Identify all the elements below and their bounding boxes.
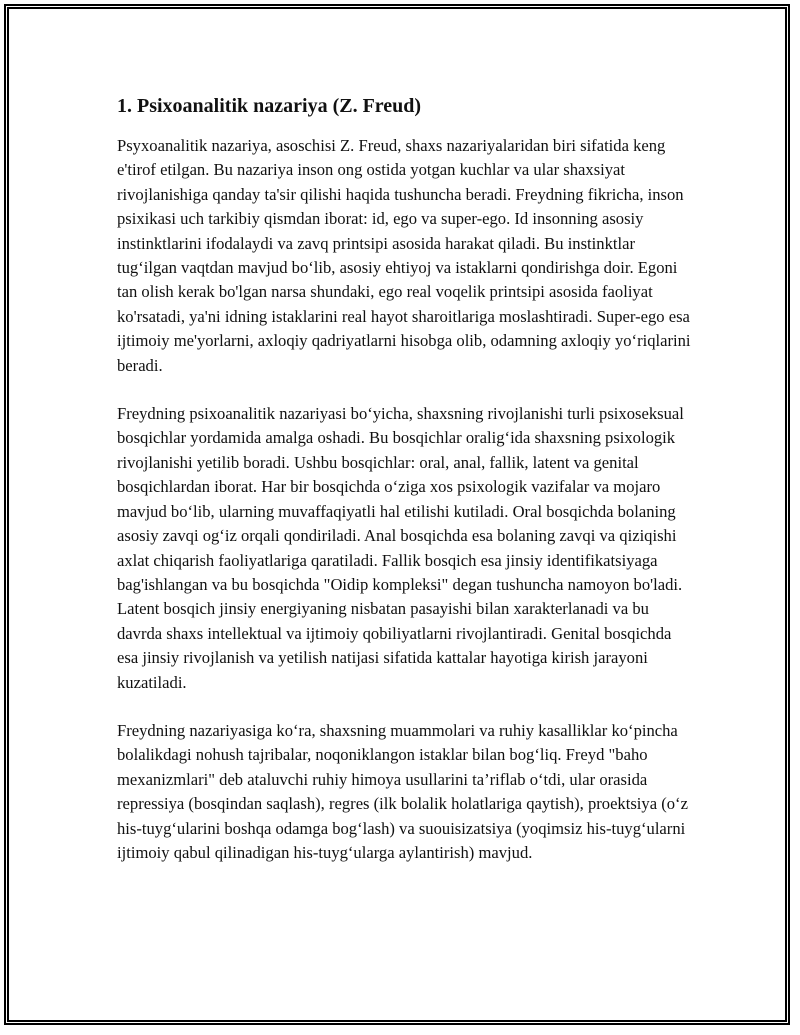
document-body — [117, 92, 691, 889]
paragraph-psychosexual-stages: Freydning psixoanalitik nazariyasi bo‘yicha, shaxsning rivojlanishi turli psixoseksual bosqichlar yordamida amalga oshadi. Bu bosqichlar oralig‘ida shaxsning psixologik rivojlanishi yetilib boradi. Ushbu bosqichlar: oral, anal, fallik, latent va genital bosqichlardan iborat. Har bir bosqichda o‘ziga xos psixologik vazifalar va mojaro mavjud bo‘lib, ularning muvaffaqiyatli hal etilishi kutiladi. Oral bosqichda bolaning asosiy zavqi og‘iz orqali qondiriladi. Anal bosqichda esa bolaning zavqi va qiziqishi axlat chiqarish faoliyatlariga qaratiladi. Fallik bosqich esa jinsiy identifikatsiyaga bag'ishlangan va bu bosqichda "Oidip kompleksi" degan tushuncha namoyon bo'ladi. Latent bosqich jinsiy energiyaning nisbatan pasayishi bilan xarakterlanadi va bu davrda shaxs intellektual va ijtimoiy qobiliyatlarni rivojlantiradi. Genital bosqichda esa jinsiy rivojlanish va yetilish natijasi sifatida kattalar hayotiga kirish jarayoni kuzatiladi. — [117, 404, 684, 692]
paragraph-intro: Psyxoanalitik nazariya, asoschisi Z. Freud, shaxs nazariyalaridan biri sifatida keng e'tirof etilgan. Bu nazariya inson ong ostida yotgan kuchlar va ular shaxsiyat rivojlanishiga qanday ta'sir qilishi haqida tushuncha beradi. Freydning fikricha, inson psixikasi uch tarkibiy qismdan iborat: id, ego va super-ego. Id insonning asosiy instinktlarini ifodalaydi va zavq printsipi asosida harakat qiladi. Bu instinktlar tug‘ilgan vaqtdan mavjud bo‘lib, asosiy ehtiyoj va istaklarni qondirishga doir. Egoni tan olish kerak bo'lgan narsa shundaki, ego real voqelik printsipi asosida faoliyat ko'rsatadi, ya'ni idning istaklarini real hayot sharoitlariga moslashtiradi. Super-ego esa ijtimoiy me'yorlarni, axloqiy qadriyatlarni hisobga olib, odamning axloqiy yo‘riqlarini beradi. — [117, 136, 691, 375]
paragraph-defense-mechanisms: Freydning nazariyasiga ko‘ra, shaxsning muammolari va ruhiy kasalliklar ko‘pincha bolalikdagi nohush tajribalar, noqoniklangon istaklar bilan bog‘liq. Freyd "baho mexanizmlari" deb ataluvchi ruhiy himoya usullarini ta’riflab o‘tdi, ular orasida repressiya (bosqindan saqlash), regres (ilk bolalik holatlariga qaytish), proektsiya (o‘z his-tuyg‘ularini boshqa odamga bog‘lash) va suouisizatsiya (yoqimsiz his-tuyg‘ularni ijtimoiy qabul qilinadigan his-tuyg‘ularga aylantirish) mavjud. — [117, 720, 688, 862]
section-heading: 1. Psixoanalitik nazariya (Z. Freud) — [117, 95, 422, 117]
